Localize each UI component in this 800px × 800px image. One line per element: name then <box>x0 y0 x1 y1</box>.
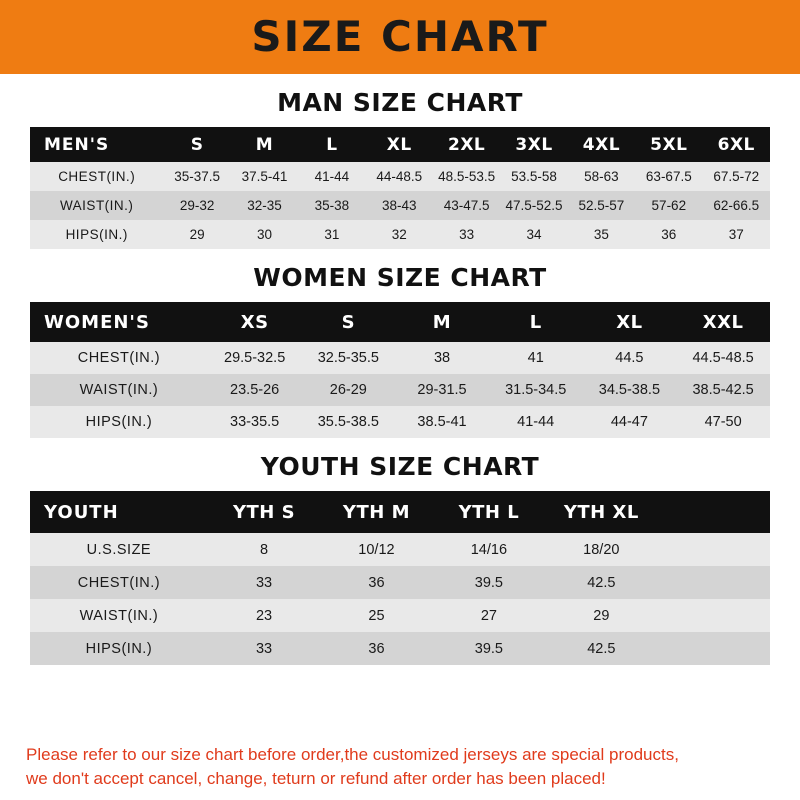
women-header-cell-1: XS <box>208 302 302 342</box>
section-title-women: WOMEN SIZE CHART <box>253 263 547 292</box>
women-header-cell-5: XL <box>583 302 677 342</box>
men-r0-c6: 53.5-58 <box>500 162 567 191</box>
youth-r3-c0: HIPS(IN.) <box>30 632 208 665</box>
men-r0-c4: 44-48.5 <box>366 162 433 191</box>
women-r1-c3: 29-31.5 <box>395 374 489 406</box>
table-header-row <box>30 127 770 162</box>
youth-r1-c2: 36 <box>320 566 432 599</box>
men-r1-c3: 35-38 <box>298 191 365 220</box>
men-r2-c6: 34 <box>500 220 567 249</box>
men-r2-c4: 32 <box>366 220 433 249</box>
women-r1-c6: 38.5-42.5 <box>676 374 770 406</box>
youth-header-cell-0: YOUTH <box>30 491 208 533</box>
table-row <box>30 191 770 220</box>
men-r1-c5: 43-47.5 <box>433 191 500 220</box>
men-header-cell-9: 6XL <box>703 127 770 162</box>
women-r2-c4: 41-44 <box>489 406 583 438</box>
youth-r2-c4: 29 <box>545 599 657 632</box>
men-header-cell-5: 2XL <box>433 127 500 162</box>
section-title-men: MAN SIZE CHART <box>277 88 523 117</box>
youth-r0-c4: 18/20 <box>545 533 657 566</box>
youth-r3-c3: 39.5 <box>433 632 545 665</box>
women-r1-c1: 23.5-26 <box>208 374 302 406</box>
table-row <box>30 566 770 599</box>
women-r1-c2: 26-29 <box>301 374 395 406</box>
youth-r2-c2: 25 <box>320 599 432 632</box>
women-header-cell-0: WOMEN'S <box>30 302 208 342</box>
youth-table-body <box>30 533 770 665</box>
men-header-cell-0: MEN'S <box>30 127 163 162</box>
youth-header-cell-4: YTH XL <box>545 491 657 533</box>
men-header-cell-1: S <box>163 127 230 162</box>
youth-r3-c2: 36 <box>320 632 432 665</box>
men-r1-c0: WAIST(IN.) <box>30 191 163 220</box>
youth-r1-c3: 39.5 <box>433 566 545 599</box>
banner-center <box>36 0 764 74</box>
men-r1-c1: 29-32 <box>163 191 230 220</box>
table-row <box>30 599 770 632</box>
section-women <box>0 263 800 438</box>
youth-header-cell-2: YTH M <box>320 491 432 533</box>
men-header-cell-7: 4XL <box>568 127 635 162</box>
table-row <box>30 406 770 438</box>
banner-right-block <box>764 0 800 74</box>
table-row <box>30 533 770 566</box>
footer-line-2: we don't accept cancel, change, teturn or refund after order has been placed! <box>26 769 606 789</box>
men-r2-c7: 35 <box>568 220 635 249</box>
youth-header-cell-5 <box>658 491 770 533</box>
footer-line-1: Please refer to our size chart before order,the customized jerseys are special products, <box>26 744 679 764</box>
banner-left-block <box>0 0 36 74</box>
men-r2-c8: 36 <box>635 220 702 249</box>
men-size-table <box>30 127 770 249</box>
women-size-table <box>30 302 770 438</box>
women-header-cell-6: XXL <box>676 302 770 342</box>
men-r2-c3: 31 <box>298 220 365 249</box>
men-r0-c9: 67.5-72 <box>703 162 770 191</box>
women-r2-c1: 33-35.5 <box>208 406 302 438</box>
section-title-youth: YOUTH SIZE CHART <box>260 452 540 481</box>
youth-r1-c5 <box>658 566 770 599</box>
women-r2-c5: 44-47 <box>583 406 677 438</box>
men-r1-c2: 32-35 <box>231 191 298 220</box>
youth-r0-c1: 8 <box>208 533 320 566</box>
table-row <box>30 220 770 249</box>
youth-header-cell-3: YTH L <box>433 491 545 533</box>
section-youth <box>0 452 800 665</box>
youth-header-cell-1: YTH S <box>208 491 320 533</box>
youth-r2-c3: 27 <box>433 599 545 632</box>
men-header-cell-3: L <box>298 127 365 162</box>
men-r1-c4: 38-43 <box>366 191 433 220</box>
table-row <box>30 374 770 406</box>
men-table-body <box>30 162 770 249</box>
women-r2-c2: 35.5-38.5 <box>301 406 395 438</box>
youth-r2-c1: 23 <box>208 599 320 632</box>
table-row <box>30 342 770 374</box>
women-r1-c0: WAIST(IN.) <box>30 374 208 406</box>
men-r2-c9: 37 <box>703 220 770 249</box>
men-r1-c6: 47.5-52.5 <box>500 191 567 220</box>
youth-r1-c4: 42.5 <box>545 566 657 599</box>
header-banner <box>0 0 800 74</box>
men-r2-c5: 33 <box>433 220 500 249</box>
women-r0-c6: 44.5-48.5 <box>676 342 770 374</box>
women-r2-c3: 38.5-41 <box>395 406 489 438</box>
youth-r3-c4: 42.5 <box>545 632 657 665</box>
men-r0-c3: 41-44 <box>298 162 365 191</box>
youth-r3-c5 <box>658 632 770 665</box>
men-r2-c1: 29 <box>163 220 230 249</box>
table-row <box>30 162 770 191</box>
men-r0-c2: 37.5-41 <box>231 162 298 191</box>
men-r0-c5: 48.5-53.5 <box>433 162 500 191</box>
men-r1-c8: 57-62 <box>635 191 702 220</box>
youth-r0-c2: 10/12 <box>320 533 432 566</box>
youth-size-table <box>30 491 770 665</box>
youth-r2-c0: WAIST(IN.) <box>30 599 208 632</box>
men-header-cell-8: 5XL <box>635 127 702 162</box>
table-header-row <box>30 491 770 533</box>
women-header-cell-2: S <box>301 302 395 342</box>
youth-r0-c5 <box>658 533 770 566</box>
women-table-header <box>30 302 770 342</box>
youth-r0-c3: 14/16 <box>433 533 545 566</box>
men-r2-c2: 30 <box>231 220 298 249</box>
women-header-cell-3: M <box>395 302 489 342</box>
youth-r1-c1: 33 <box>208 566 320 599</box>
women-r0-c5: 44.5 <box>583 342 677 374</box>
section-men <box>0 88 800 249</box>
women-r0-c4: 41 <box>489 342 583 374</box>
men-r1-c9: 62-66.5 <box>703 191 770 220</box>
women-r0-c0: CHEST(IN.) <box>30 342 208 374</box>
women-r1-c4: 31.5-34.5 <box>489 374 583 406</box>
men-r2-c0: HIPS(IN.) <box>30 220 163 249</box>
table-row <box>30 632 770 665</box>
women-table-body <box>30 342 770 438</box>
women-r0-c3: 38 <box>395 342 489 374</box>
youth-r0-c0: U.S.SIZE <box>30 533 208 566</box>
youth-r3-c1: 33 <box>208 632 320 665</box>
table-header-row <box>30 302 770 342</box>
women-r2-c6: 47-50 <box>676 406 770 438</box>
page-title: SIZE CHART <box>251 12 549 61</box>
men-r0-c8: 63-67.5 <box>635 162 702 191</box>
women-header-cell-4: L <box>489 302 583 342</box>
men-header-cell-4: XL <box>366 127 433 162</box>
men-r0-c7: 58-63 <box>568 162 635 191</box>
men-header-cell-2: M <box>231 127 298 162</box>
women-r0-c1: 29.5-32.5 <box>208 342 302 374</box>
men-r1-c7: 52.5-57 <box>568 191 635 220</box>
women-r1-c5: 34.5-38.5 <box>583 374 677 406</box>
men-r0-c1: 35-37.5 <box>163 162 230 191</box>
youth-table-header <box>30 491 770 533</box>
men-r0-c0: CHEST(IN.) <box>30 162 163 191</box>
men-table-header <box>30 127 770 162</box>
footer-disclaimer <box>0 743 800 792</box>
women-r0-c2: 32.5-35.5 <box>301 342 395 374</box>
women-r2-c0: HIPS(IN.) <box>30 406 208 438</box>
men-header-cell-6: 3XL <box>500 127 567 162</box>
youth-r1-c0: CHEST(IN.) <box>30 566 208 599</box>
youth-r2-c5 <box>658 599 770 632</box>
